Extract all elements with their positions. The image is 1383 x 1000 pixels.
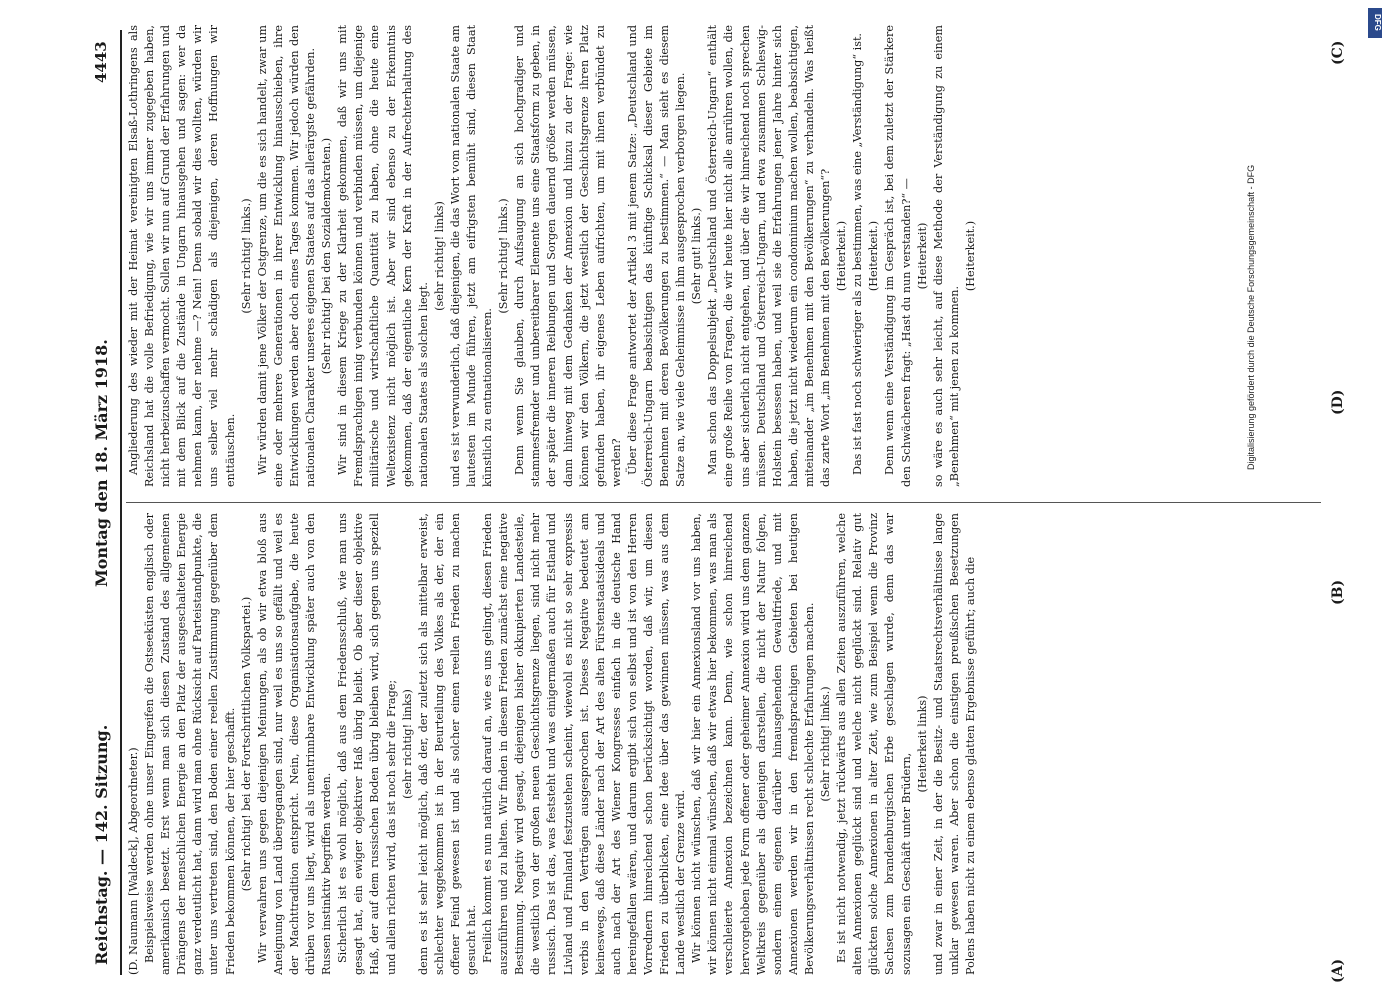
paragraph: (Heiterkeit) [915, 222, 929, 290]
dfg-logo: DFG [1368, 8, 1382, 38]
text-column-right [126, 25, 1326, 487]
paragraph: (Sehr gut! links.) [690, 207, 704, 305]
margin-mark-a: (A) [1330, 958, 1346, 983]
column-divider [126, 502, 1321, 503]
paragraph: Wir sind in diesem Kriege zu der Klarheit gekommen, daß wir uns mit Fremdsprachigen innig verbunden können und verbinden müssen, um diejenige militärische und wirtschaftliche Quantität zu haben, ohne die heute eine Weltexistenz nicht möglich ist. Aber wir sind ebenso zu der Erkenntnis gekommen, daß der eigentliche Kern der Kraft in der Aufrechterhaltung des nationalen Staates als solchen liegt. [336, 25, 430, 487]
paragraph: (Heiterkeit.) [867, 220, 881, 292]
rotated-print-area [90, 25, 1360, 983]
paragraph: (D. Naumann [Waldeck], Abgeordneter.) [127, 747, 140, 975]
header-session: Reichstag. — 142. Sitzung. [92, 724, 111, 965]
paragraph: Das ist fast noch schwieriger als zu bestimmen, was eine „Verständigung“ ist. [851, 33, 865, 475]
paragraph: Freilich kommt es nun natürlich darauf an, wie es uns gelingt, diesen Frieden auszuführen und zu halten. Wir finden in diesem Frieden zunächst eine negative Bestimmung. Negativ wird gesagt, diejenigen bisher okkupierten Landesteile, die westlich von der großen neuen Geschichtsgrenze liegen, sind nicht mehr russisch. Das ist das, was feststeht und was einigermaßen auch für Estland und Livland und Finnland festzustehen scheint, wiewohl es nicht so sehr expressis verbis in den Verträgen ausgesprochen ist. Dieses Negative bedeutet am keineswegs, daß diese Länder nach der Art des alten Fürstenstaatsideals und auch nach der Art des Wiener Kongresses einfach in die deutsche Hand hereingefallen wären, und darum ergibt sich von selbst und ist von den Herren Vorrednern hinreichend schon berücksichtigt worden, daß wir, um diesen Frieden zu überblicken, eine Idee über das gewinnen müssen, was aus dem Lande westlich der Grenze wird. [481, 513, 688, 975]
paragraph: (Heiterkeit links) [915, 695, 929, 793]
paragraph: (Sehr richtig! links.) [497, 198, 511, 314]
paragraph: Man schon das Doppelsubjekt „Deutschland und Österreich-Ungarn“ enthält eine große Reihe von Fragen, die wir heute hier nicht alle anrühren wollen, die uns aber sicherlich nicht entgehen, und über die wir hinreichend noch sprechen müssen. Deutschland und Österreich-Ungarn, und etwa zusammen Schleswig-Holstein besessen haben, und weil sie die Erfahrungen jener Jahre hinter sich haben, die jetzt nicht wiederum ein condominium machen wollen, beabsichtigen, miteinander „im Benehmen mit den Bevölkerungen“ zu verhandeln. Was heißt das zarte Wort „im Benehmen mit den Bevölkerungen“? [706, 25, 833, 487]
header-rule [120, 30, 122, 975]
paragraph: (Sehr richtig! links.) [239, 198, 253, 314]
paragraph: und es ist verwunderlich, daß diejenigen, die das Wort vom nationalen Staate am lautesten im Munde führen, jetzt am eifrigsten bemüht sind, diesen Staat künstlich zu entnationalisieren. [448, 25, 495, 487]
paragraph: Denn wenn Sie glauben, durch Aufsaugung an sich hochgradiger und stammesfremder und unbereitbarer Elemente uns eine Staatsform zu geben, in der später die inneren Reibungen und Sorgen dauernd größer werden müssen, dann hinweg mit dem Gedanken der Annexion und hinzu zu der Frage: wie können wir den Völkern, die jetzt westlich der Geschichtsgrenze ihren Platz gefunden haben, ihr eigenes Leben aufrichten, um mit ihnen verbündet zu werden? [513, 25, 623, 487]
paragraph: (sehr richtig! links) [432, 201, 446, 311]
margin-mark-b: (B) [1330, 579, 1346, 605]
header-date: Montag den 18. März 1918. [92, 339, 111, 587]
paragraph: (Heiterkeit.) [835, 220, 849, 292]
paragraph: (Sehr richtig! bei der Fortschrittlichen Volkspartei.) [239, 596, 253, 892]
paragraph: denn es ist sehr leicht möglich, daß der, der zuletzt sich als mittelbar erweist, schlechter weggekommen ist in der Beurteilung des Volkes als der, der ein offener Feind gewesen ist und als solcher einen reellen Frieden zu machen gesucht hat. [416, 513, 478, 975]
paragraph: (Sehr richtig! links.) [819, 686, 833, 802]
paragraph: Wir würden damit jene Völker der Ostgrenze, um die es sich handelt, zwar um eine oder mehrere Generationen in ihrer Entwicklung hinausschieben, ihre Entwicklungen werden aber doch eines Tages kommen. Wir jedoch würden den nationalen Charakter unseres eigenen Staates auf das allerärgste gefährden. [255, 25, 318, 487]
paragraph: Sicherlich ist es wohl möglich, daß aus dem Friedensschluß, wie man uns gesagt hat, ein ewiger objektiver Haß übrig bleibt. Ob aber dieser objektive Haß, der auf dem russischen Boden übrig bleiben wird, sich gegen uns speziell und allein richten wird, das ist noch sehr die Frage; [336, 513, 398, 975]
paragraph: Wir können nicht wünschen, daß wir hier ein Annexionsland vor uns haben, wir können nicht einmal wünschen, daß wir etwas hier bekommen, was man als verschleierte Annexion bezeichnen kann. Denn, wie schon hinreichend hervorgehoben jede Form offener oder geheimer Annexion wird uns dem ganzen Weltkreis gegenüber als diejenigen darstellen, die nicht der Natur folgen, sondern einem eigenen darüber hinausgehenden Gewaltfriede, und mit Annexionen werden wir in den fremdsprachigen Gebieten bei heutigen Bevölkerungsverhältnissen recht schlechte Erfahrungen machen. [690, 513, 816, 975]
text-column-left [126, 513, 1326, 975]
paragraph: (Sehr richtig! bei den Sozialdemokraten.) [320, 137, 334, 375]
paragraph: Über diese Frage antwortet der Artikel 3 mit jenem Satze: „Deutschland und Österreich-Ungarn beabsichtigen das künftige Schicksal dieser Gebiete im Benehmen mit deren Bevölkerungen zu bestimmen.“ — Man sieht es diesem Satze an, wie viele Geheimnisse in ihm ausgesprochen verborgen liegen. [625, 25, 688, 487]
paragraph: Angliederung des wieder mit der Heimat vereinigten Elsaß-Lothringens als Reichsland hat die volle Befriedigung, wie wir uns immer zugegeben haben, nicht herbeizuschaffen vermocht. Sollen wir nun auf Grund der Erfahrungen und mit dem Blick auf die Zustände in Ungarn hinausgehen und sagen: wer da nehmen kann, der nehme —? Nein! Denn sobald wir dies wollten, würden wir uns selber viel mehr schädigen als diejenigen, deren Hoffnungen wir enttäuschen. [127, 25, 237, 487]
paragraph: und zwar in einer Zeit, in der die Besitz- und Staatsrechtsverhältnisse lange unklar gewesen waren. Aber schon die einstigen preußischen Besetzungen Polens haben nicht zu einem ebenso glatten Ergebnisse geführt; auch die [931, 513, 977, 975]
paragraph: (Heiterkeit.) [963, 220, 977, 292]
margin-mark-d: (D) [1330, 389, 1346, 415]
paragraph: Beispielsweise werden ohne unser Eingreifen die Ostseeküsten englisch oder amerikanisch besetzt. Erst wenn man sich diesen Zustand des allgemeinen Drängens der menschlichen Energie an den Platz der ausgeschalteten Energie ganz verdeutlicht hat, dann wird man ohne Rücksicht auf Parteistandpunkte, die unter uns vertreten sind, den Boden einer reellen Zustimmung gegenüber dem Frieden bekommen können, der hier geschafft. [143, 513, 237, 975]
paragraph: so wäre es auch sehr leicht, auf diese Methode der Verständigung zu einem „Benehmen“ mit jenen zu kommen. [931, 25, 961, 487]
digitization-credit: Digitalisierung gefördert durch die Deutsche Forschungsgemeinschaft - DFG [1246, 164, 1256, 470]
page-number: 4443 [92, 41, 110, 83]
paragraph: Es ist nicht notwendig, jetzt rückwärts aus allen Zeiten auszuführen, welche alten Annexionen geglückt sind und welche nicht geglückt sind. Relativ gut glückten solche Annexionen in alter Zeit, wie zum Beispiel wenn die Provinz Sachsen zum brandenburgischen Erbe geschlagen wurde, denn das war sozusagen ein Geschäft unter Brüdern, [835, 513, 913, 975]
margin-mark-c: (C) [1330, 40, 1346, 65]
paragraph: (sehr richtig! links) [400, 689, 414, 799]
paragraph: Wir verwahren uns gegen diejenigen Meinungen, als ob wir etwa bloß aus Aneignung von Land übergegangen sind, nur weil es uns so gefällt und weil es der Machttradition entspricht. Nein, diese Organisationsaufgabe, die heute drüben vor uns liegt, wird als unentrinnbare Entwicklung später auch von den Russen instinktiv begriffen werden. [255, 513, 334, 975]
running-header [90, 25, 116, 975]
paragraph: Denn wenn eine Verständigung im Gespräch ist, bei dem zuletzt der Stärkere den Schwächeren fragt: „Hast du nun verstanden?“ — [883, 25, 913, 487]
